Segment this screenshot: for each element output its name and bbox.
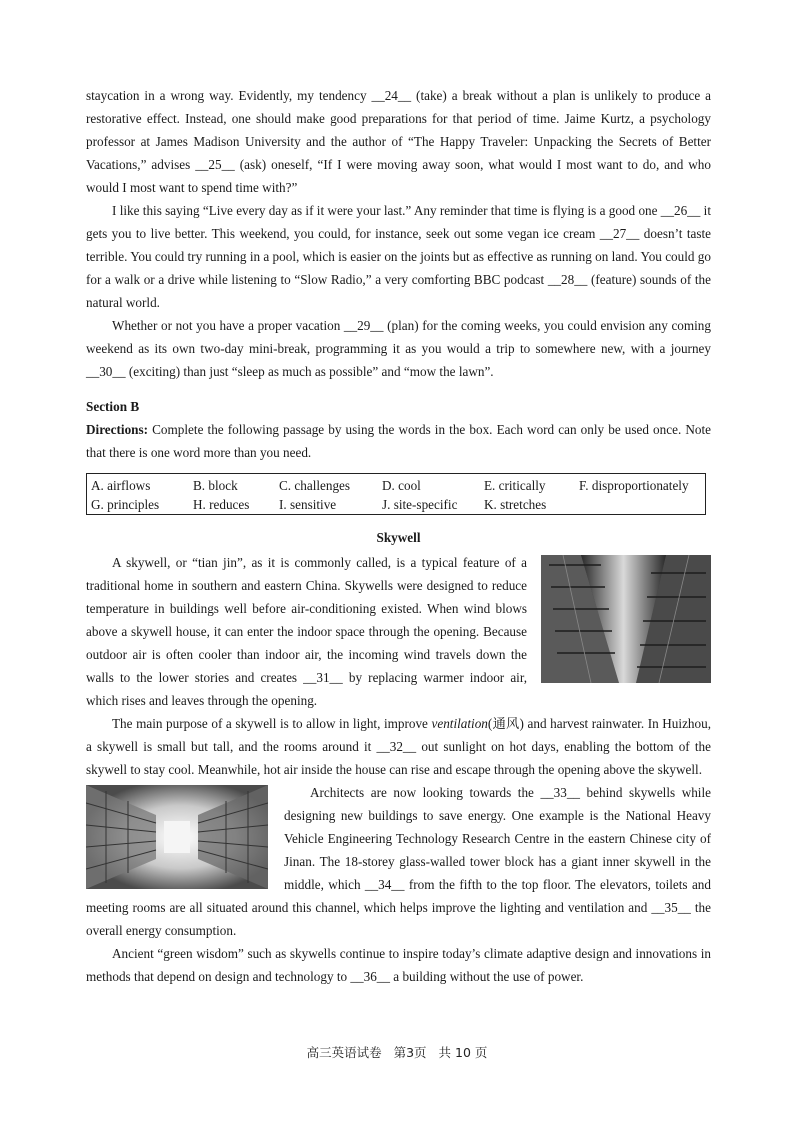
passage-title: Skywell [376,530,421,545]
word-option: H. reduces [193,497,250,512]
paragraph-skywell-purpose [86,712,711,781]
skywell-photo [541,555,711,683]
directions [86,418,711,464]
word-option: G. principles [91,497,160,512]
word-option: A. airflows [91,478,151,493]
word-row [91,476,705,495]
paragraph-skywell-intro: A skywell, or “tian jin”, as it is commonly called, is a typical feature of a traditional home in southern and eastern China. Skywells were designed to reduce temperature in buildings well before air-conditioning existed. When wind blows above a skywell house, it can enter the indoor space through the opening. Because outdoor air is often cooler than indoor air, the incoming wind travels down the walls to the lower stories and creates __31__ by replacing warmer indoor air, which rises and leaves through the opening. [86,555,527,708]
directions-label: Directions: [86,422,149,437]
footer-title: 高三英语试卷 [306,1045,382,1060]
purpose-text-a: The main purpose of a skywell is to allow in light, improve [112,716,432,731]
word-option: B. block [193,478,238,493]
purpose-text-b: (通风) and harvest rainwater. In Huizhou, a skywell is small but tall, and the rooms around it __32__ out sunlight on hot days, enabling the bottom of the skywell to stay cool. Meanwhile, hot air inside the house can rise and escape through the opening above the skywell. [86,716,711,777]
word-option: E. critically [484,478,546,493]
word-option: F. disproportionately [579,478,689,493]
paragraph-architects: Architects are now looking towards the __33__ behind skywells while designing new buildings to save energy. One example is the National Heavy Vehicle Engineering Technology Research Centre in the eastern Chinese city of Jinan. The 18-storey glass-walled tower block has a giant inner skywell in the middle, which __34__ from the fifth to the top floor. The elevators, toilets and meeting rooms are all situated around this channel, which helps improve the lighting and ventilation and __35__ the overall energy consumption. [86,785,711,938]
word-row [91,495,705,514]
paragraph-live-every-day: I like this saying “Live every day as if it were your last.” Any reminder that time is flying is a good one __26__ it gets you to live better. This weekend, you could, for instance, seek out some vegan ice cream __27__ doesn’t taste terrible. You could try running in a pool, which is easier on the joints but as effective as running on land. You could go for a walk or a drive while listening to “Slow Radio,” a very comforting BBC podcast __28__ (feature) sounds of the natural world. [86,203,711,310]
page-footer [0,1043,794,1061]
footer-total: 共 10 页 [438,1045,488,1060]
page-content [86,84,711,988]
word-option: D. cool [382,478,421,493]
word-option: C. challenges [279,478,351,493]
section-b-heading: Section B [86,399,140,414]
paragraph-weekend-break: Whether or not you have a proper vacation __29__ (plan) for the coming weeks, you could envision any coming weekend as its own two-day mini-break, programming it as you would a trip to somewhere new, with a journey __30__ (exciting) than just “sleep as much as possible” and “mow the lawn”. [86,318,711,379]
ventilation-term: ventilation [431,716,488,731]
word-option: K. stretches [484,497,547,512]
directions-text: Complete the following passage by using the words in the box. Each word can only be used once. Note that there is one word more than you need. [86,422,711,460]
word-option: J. site-specific [382,497,458,512]
paragraph-staycation: staycation in a wrong way. Evidently, my tendency __24__ (take) a break without a plan is unlikely to produce a restorative effect. Instead, one should make good preparations for that period of time. Jaime Kurtz, a psychology professor at James Madison University and the author of “The Happy Traveler: Unpacking the Secrets of Better Vacations,” advises __25__ (ask) oneself, “If I were moving away soon, what would I most want to do, and who would I most want to spend time with?” [86,88,711,195]
word-option: I. sensitive [279,497,337,512]
paragraph-green-wisdom: Ancient “green wisdom” such as skywells continue to inspire today’s climate adaptive design and innovations in methods that depend on design and technology to __36__ a building without the use of power. [86,946,711,984]
footer-page: 第3页 [393,1045,427,1060]
word-box [86,473,706,515]
building-interior-photo [86,785,268,889]
